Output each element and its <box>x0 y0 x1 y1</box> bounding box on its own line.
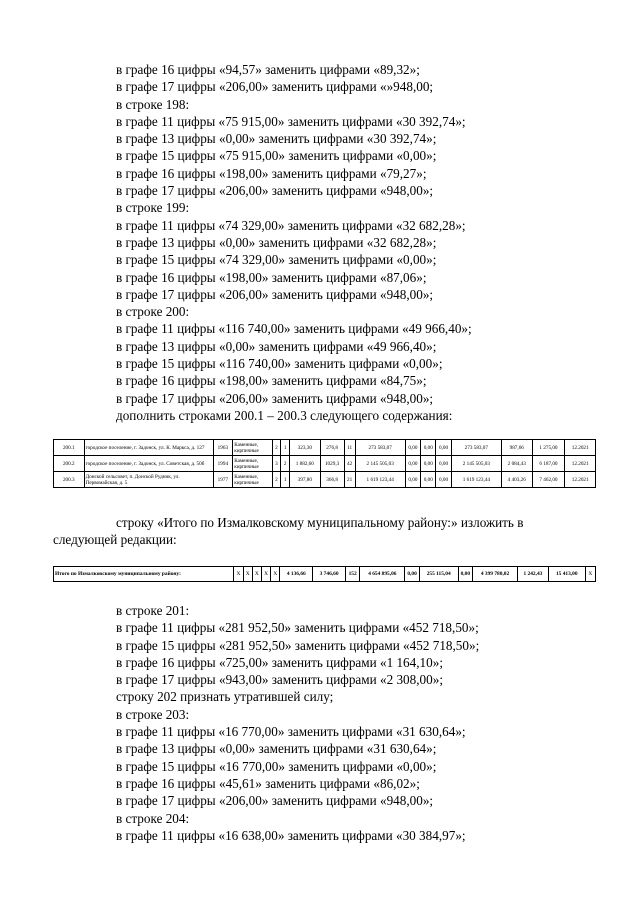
table-cell: 21 <box>344 472 355 488</box>
table-cell: 200.3 <box>54 472 85 488</box>
total-row-table <box>53 566 596 582</box>
text-line: в графе 15 цифры «281 952,50» заменить цифрами «452 718,50»; <box>116 637 480 653</box>
table-cell: 1 882,60 <box>289 456 320 472</box>
table-cell: 397,80 <box>289 472 320 488</box>
table-cell: 987,66 <box>501 440 532 456</box>
table-cell: 0,00 <box>405 440 420 456</box>
text-line: в графе 16 цифры «198,00» заменить цифрами «87,06»; <box>116 269 427 285</box>
total-cell: 4 399 780,02 <box>473 567 518 582</box>
table-cell: 1029,3 <box>320 456 344 472</box>
table-cell: 200.2 <box>54 456 85 472</box>
table-cell: Каменные, кирпичные <box>233 456 272 472</box>
text-line: в строке 199: <box>116 200 190 216</box>
total-row <box>54 567 596 582</box>
table-cell: 0,00 <box>421 440 436 456</box>
table-cell: 7 462,00 <box>532 472 565 488</box>
table-cell: 2 <box>281 456 290 472</box>
text-line: в графе 17 цифры «206,00» заменить цифрами «948,00»; <box>116 183 434 199</box>
text-line: в графе 11 цифры «16 638,00» заменить цифрами «30 384,97»; <box>116 827 466 843</box>
text-line: в графе 15 цифры «75 915,00» заменить цифрами «0,00»; <box>116 148 437 164</box>
table-cell: 273 583,07 <box>355 440 405 456</box>
total-cell: X <box>234 567 243 582</box>
table-cell: 1 619 123,44 <box>451 472 501 488</box>
total-cell: 4 136,66 <box>280 567 313 582</box>
text-line: в графе 17 цифры «206,00» заменить цифрами «948,00»; <box>116 390 434 406</box>
added-rows-table <box>53 439 596 488</box>
table-cell: 2 <box>272 472 281 488</box>
table-cell: 0,00 <box>436 440 451 456</box>
total-cell: 15 413,00 <box>548 567 585 582</box>
total-cell: X <box>261 567 270 582</box>
table-row <box>54 440 596 456</box>
table-row <box>54 472 596 488</box>
table-cell: 1 <box>281 472 290 488</box>
table-cell: 2 145 505,03 <box>451 456 501 472</box>
table-cell: 1 <box>281 440 290 456</box>
table-cell: Каменные, кирпичные <box>233 440 272 456</box>
total-cell: X <box>243 567 252 582</box>
total-cell: X <box>271 567 280 582</box>
table-cell: 366,8 <box>320 472 344 488</box>
paragraph-line-2: следующей редакции: <box>53 532 177 547</box>
text-line: в графе 11 цифры «74 329,00» заменить цифрами «32 682,28»; <box>116 217 466 233</box>
text-line: в графе 11 цифры «16 770,00» заменить цифрами «31 630,64»; <box>116 724 466 740</box>
table-cell: 12.2021 <box>565 456 596 472</box>
text-line: в графе 13 цифры «0,00» заменить цифрами «31 630,64»; <box>116 741 437 757</box>
table-cell: 1994 <box>213 456 233 472</box>
table-cell: 2 <box>272 440 281 456</box>
bottom-text-block <box>116 602 596 844</box>
total-cell: 0,00 <box>405 567 419 582</box>
address-cell: городское поселение, г. Задонск, ул. Советская, д. 50б <box>84 456 213 472</box>
table-cell: 200.1 <box>54 440 85 456</box>
text-line: дополнить строками 200.1 – 200.3 следующего содержания: <box>116 407 453 423</box>
top-text-block <box>116 61 596 424</box>
table-cell: 323,30 <box>289 440 320 456</box>
text-line: в графе 11 цифры «116 740,00» заменить цифрами «49 966,40»; <box>116 321 472 337</box>
table-cell: 273 583,07 <box>451 440 501 456</box>
total-cell: 3 746,60 <box>313 567 346 582</box>
text-line: в графе 16 цифры «94,57» заменить цифрами «89,32»; <box>116 62 420 77</box>
text-line: в графе 17 цифры «206,00» заменить цифрами «»948,00; <box>116 79 434 95</box>
table-cell: Каменные, кирпичные <box>233 472 272 488</box>
table-cell: 1 619 123,44 <box>355 472 405 488</box>
text-line: в строке 198: <box>116 96 190 112</box>
table-cell: 1963 <box>213 440 233 456</box>
table-cell: 1977 <box>213 472 233 488</box>
text-line: в графе 16 цифры «198,00» заменить цифрами «79,27»; <box>116 165 427 181</box>
total-cell: 1 242,43 <box>518 567 549 582</box>
text-line: строку 202 признать утратившей силу; <box>116 689 334 705</box>
text-line: в графе 17 цифры «943,00» заменить цифрами «2 308,00»; <box>116 672 443 688</box>
address-cell: Донской сельсовет, п. Донской Рудник, ул. Первомайская, д. 5 <box>84 472 213 488</box>
text-line: в графе 15 цифры «74 329,00» заменить цифрами «0,00»; <box>116 252 437 268</box>
text-line: в графе 17 цифры «206,00» заменить цифрами «948,00»; <box>116 286 434 302</box>
table-cell: 12.2021 <box>565 472 596 488</box>
total-cell: 255 115,04 <box>419 567 458 582</box>
table-cell: 0,00 <box>436 472 451 488</box>
total-cell: 4 654 895,06 <box>360 567 405 582</box>
total-cell: 152 <box>345 567 359 582</box>
text-line: в графе 11 цифры «75 915,00» заменить цифрами «30 392,74»; <box>116 113 466 129</box>
total-label: Итого по Измалковскому муниципальному району: <box>54 567 234 582</box>
table-cell: 4 403,26 <box>501 472 532 488</box>
table-row <box>54 456 596 472</box>
text-line: в графе 11 цифры «281 952,50» заменить цифрами «452 718,50»; <box>116 620 479 636</box>
text-line: в графе 13 цифры «0,00» заменить цифрами «32 682,28»; <box>116 234 437 250</box>
text-line: в графе 13 цифры «0,00» заменить цифрами «49 966,40»; <box>116 338 437 354</box>
table-cell: 2 145 505,03 <box>355 456 405 472</box>
text-line: в строке 204: <box>116 810 190 826</box>
table-cell: 276,8 <box>320 440 344 456</box>
text-line: в графе 15 цифры «16 770,00» заменить цифрами «0,00»; <box>116 758 437 774</box>
address-cell: городское поселение, г. Задонск, ул. К. Маркса, д. 127 <box>84 440 213 456</box>
text-line: в строке 200: <box>116 304 190 320</box>
table-cell: 0,00 <box>405 456 420 472</box>
table-cell: 1 275,00 <box>532 440 565 456</box>
table-cell: 11 <box>344 440 355 456</box>
table-cell: 0,00 <box>436 456 451 472</box>
text-line: в графе 16 цифры «45,61» заменить цифрами «86,02»; <box>116 775 420 791</box>
text-line: в графе 16 цифры «725,00» заменить цифрами «1 164,10»; <box>116 654 443 670</box>
text-line: в графе 16 цифры «198,00» заменить цифрами «84,75»; <box>116 373 427 389</box>
total-cell: X <box>252 567 261 582</box>
text-line: в графе 13 цифры «0,00» заменить цифрами «30 392,74»; <box>116 131 437 147</box>
table-cell: 2 084,43 <box>501 456 532 472</box>
text-line: в графе 17 цифры «206,00» заменить цифрами «948,00»; <box>116 793 434 809</box>
total-cell: 0,00 <box>458 567 472 582</box>
table-cell: 0,00 <box>405 472 420 488</box>
table-cell: 42 <box>344 456 355 472</box>
text-line: в строке 201: <box>116 603 190 618</box>
table-cell: 6 187,00 <box>532 456 565 472</box>
table-cell: 0,00 <box>421 472 436 488</box>
total-cell: X <box>585 567 595 582</box>
text-line: в строке 203: <box>116 706 190 722</box>
table-cell: 3 <box>272 456 281 472</box>
table-cell: 12.2021 <box>565 440 596 456</box>
table-cell: 0,00 <box>421 456 436 472</box>
paragraph-line-1: строку «Итого по Измалковскому муниципальному району:» изложить в <box>116 515 524 530</box>
text-line: в графе 15 цифры «116 740,00» заменить цифрами «0,00»; <box>116 356 443 372</box>
